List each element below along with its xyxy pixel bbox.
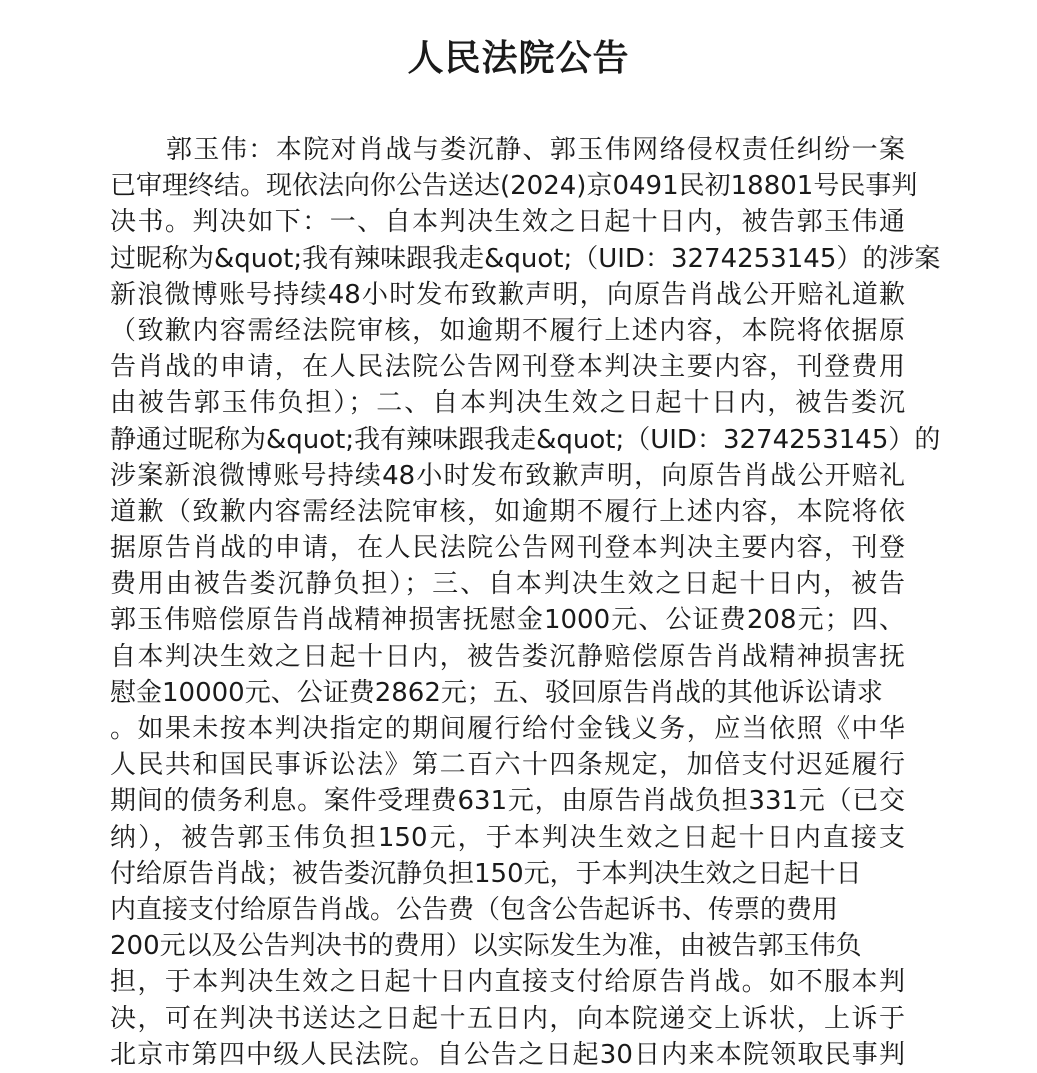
- paragraph-line: 慰金10000元、公证费2862元；五、驳回原告肖战的其他诉讼请求: [110, 677, 883, 708]
- paragraph-line: 郭玉伟：本院对肖战与娄沉静、郭玉伟网络侵权责任纠纷一案: [166, 135, 905, 165]
- paragraph-line: 静通过昵称为&quot;我有辣味跟我走&quot;（UID：3274253145）的: [110, 424, 941, 455]
- paragraph-line: 涉案新浪微博账号持续48小时发布致歉声明，向原告肖战公开赔礼: [110, 460, 905, 491]
- paragraph-line: 北京市第四中级人民法院。自公告之日起30日内来本院领取民事判: [110, 1039, 905, 1070]
- paragraph-line: 已审理终结。现依法向你公告送达(2024)京0491民初18801号民事判: [110, 171, 918, 202]
- paragraph-line: 告肖战的申请，在人民法院公告网刊登本判决主要内容，刊登费用: [110, 352, 905, 383]
- document-body: [110, 132, 941, 1073]
- paragraph-line: 决，可在判决书送达之日起十五日内，向本院递交上诉状，上诉于: [110, 1003, 905, 1034]
- paragraph-line: 决书。判决如下：一、自本判决生效之日起十日内，被告郭玉伟通: [110, 207, 905, 238]
- paragraph-line: 200元以及公告判决书的费用）以实际发生为准，由被告郭玉伟负: [110, 931, 862, 962]
- paragraph-line: 内直接支付给原告肖战。公告费（包含公告起诉书、传票的费用: [110, 894, 839, 925]
- paragraph-line: 期间的债务利息。案件受理费631元，由原告肖战负担331元（已交: [110, 786, 905, 817]
- paragraph-line: 付给原告肖战；被告娄沉静负担150元，于本判决生效之日起十日: [110, 858, 862, 889]
- paragraph-line: 由被告郭玉伟负担）；二、自本判决生效之日起十日内，被告娄沉: [110, 388, 905, 419]
- paragraph-line: 。如果未按本判决指定的期间履行给付金钱义务，应当依照《中华: [110, 714, 905, 744]
- page-title: 人民法院公告: [407, 38, 630, 79]
- paragraph-line: 过昵称为&quot;我有辣味跟我走&quot;（UID：3274253145）的涉案: [110, 243, 941, 274]
- paragraph-line: 新浪微博账号持续48小时发布致歉声明，向原告肖战公开赔礼道歉: [110, 279, 905, 310]
- paragraph-line: 纳），被告郭玉伟负担150元，于本判决生效之日起十日内直接支: [110, 822, 905, 853]
- paragraph-line: （致歉内容需经法院审核，如逾期不履行上述内容，本院将依据原: [110, 315, 905, 346]
- paragraph-line: 费用由被告娄沉静负担）；三、自本判决生效之日起十日内，被告: [110, 569, 905, 600]
- paragraph-line: 郭玉伟赔偿原告肖战精神损害抚慰金1000元、公证费208元；四、: [110, 605, 905, 636]
- paragraph-line: 据原告肖战的申请，在人民法院公告网刊登本判决主要内容，刊登: [110, 533, 905, 564]
- paragraph-line: 自本判决生效之日起十日内，被告娄沉静赔偿原告肖战精神损害抚: [110, 641, 905, 672]
- paragraph-line: 担，于本判决生效之日起十日内直接支付给原告肖战。如不服本判: [110, 967, 905, 998]
- paragraph-line: 道歉（致歉内容需经法院审核，如逾期不履行上述内容，本院将依: [110, 496, 905, 527]
- paragraph-line: 人民共和国民事诉讼法》第二百六十四条规定，加倍支付迟延履行: [110, 750, 905, 781]
